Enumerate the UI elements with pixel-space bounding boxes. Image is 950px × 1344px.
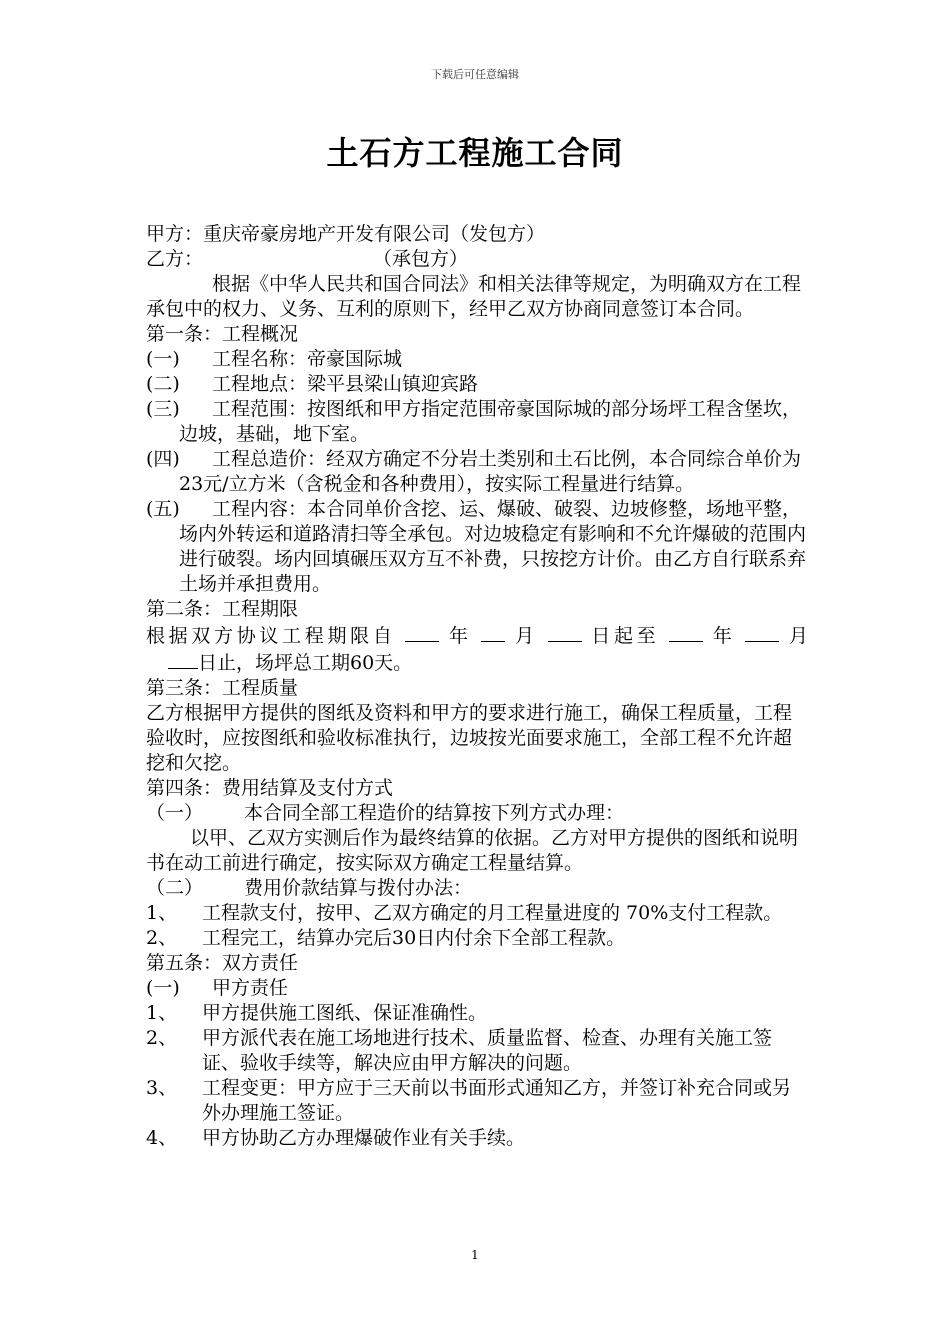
sub-mark: （一） bbox=[146, 802, 204, 824]
item-mark: 2、 bbox=[146, 927, 178, 949]
item-text: 工程完工，结算办完后30日内付余下全部工程款。 bbox=[202, 927, 626, 949]
end-text: 日止，场坪总工期60天。 bbox=[198, 652, 413, 674]
article-4-sub-1-para: 以甲、乙双方实测后作为最终结算的依据。乙方对甲方提供的图纸和说明书在动工前进行确定，按实际双方确定工程量结算。 bbox=[146, 827, 799, 874]
item-text: 工程地点：梁平县梁山镇迎宾路 bbox=[212, 373, 479, 395]
item-text: 工程变更：甲方应于三天前以书面形式通知乙方，并签订补充合同或另外办理施工签证。 bbox=[202, 1077, 792, 1124]
article-4-item bbox=[146, 901, 808, 926]
item-mark: 2、 bbox=[146, 1027, 178, 1049]
year-label: 年 bbox=[448, 625, 472, 647]
item-text: 工程内容：本合同单价含挖、运、爆破、破裂、边坡修整，场地平整，场内外转运和道路清扫等全承包。对边坡稳定有影响和不允许爆破的范围内进行破裂。场内回填碾压双方互不补费，只按挖方计价。由乙方自行联系弃土场并承担费用。 bbox=[179, 498, 807, 595]
page-header: 下载后可任意编辑 bbox=[431, 68, 519, 81]
contract-body bbox=[146, 222, 808, 1151]
item-text: 甲方派代表在施工场地进行技术、质量监督、检查、办理有关施工签证、验收手续等，解决应由甲方解决的问题。 bbox=[202, 1027, 773, 1074]
item-text: 甲方协助乙方办理爆破作业有关手续。 bbox=[202, 1127, 526, 1149]
article-5-heading: 第五条：双方责任 bbox=[146, 952, 299, 974]
sub-text: 本合同全部工程造价的结算按下列方式办理： bbox=[244, 802, 625, 824]
year-blank bbox=[405, 622, 439, 642]
article-4-sub-1 bbox=[146, 801, 808, 826]
sub-mark: (一) bbox=[146, 977, 180, 999]
party-b bbox=[146, 247, 808, 272]
article-3-text: 乙方根据甲方提供的图纸及资料和甲方的要求进行施工，确保工程质量，工程验收时，应按图纸和验收标准执行，边坡按光面要求施工，全部工程不允许超挖和欠挖。 bbox=[146, 702, 793, 774]
article-4-sub-2 bbox=[146, 876, 808, 901]
month-label: 月 bbox=[515, 625, 538, 647]
sub-text: 费用价款结算与拨付办法： bbox=[244, 877, 473, 899]
item-mark: 4、 bbox=[146, 1127, 178, 1149]
period-text: 根据双方协议工程期限自 bbox=[146, 625, 396, 647]
item-mark: 1、 bbox=[146, 902, 178, 924]
party-a: 甲方：重庆帝豪房地产开发有限公司（发包方） bbox=[146, 223, 546, 245]
article-5-item bbox=[146, 1076, 808, 1126]
page-number: 1 bbox=[471, 1248, 479, 1262]
item-mark: (五) bbox=[146, 498, 180, 520]
article-5-sub-1 bbox=[146, 976, 808, 1001]
article-4-heading: 第四条：费用结算及支付方式 bbox=[146, 777, 394, 799]
party-b-label: 乙方： bbox=[146, 248, 204, 270]
day-blank bbox=[548, 622, 582, 642]
sub-mark: （二） bbox=[146, 877, 204, 899]
article-2-heading: 第二条：工程期限 bbox=[146, 598, 299, 620]
item-mark: (二) bbox=[146, 373, 180, 395]
article-1-heading: 第一条：工程概况 bbox=[146, 323, 299, 345]
article-5-item bbox=[146, 1126, 808, 1151]
month-label: 月 bbox=[788, 625, 808, 647]
article-2-end-line bbox=[146, 649, 808, 676]
item-text: 工程款支付，按甲、乙双方确定的月工程量进度的 70%支付工程款。 bbox=[202, 902, 783, 924]
item-mark: 1、 bbox=[146, 1002, 178, 1024]
article-1-item bbox=[146, 447, 808, 497]
article-1-item bbox=[146, 397, 808, 447]
article-4-item bbox=[146, 926, 808, 951]
document-title: 土石方工程施工合同 bbox=[326, 134, 624, 172]
item-text: 工程范围：按图纸和甲方指定范围帝豪国际城的部分场坪工程含堡坎，边坡，基础，地下室。 bbox=[179, 398, 802, 445]
item-mark: 3、 bbox=[146, 1077, 178, 1099]
year-label: 年 bbox=[712, 625, 736, 647]
article-1-item bbox=[146, 497, 808, 597]
day-label: 日起至 bbox=[591, 625, 660, 647]
article-5-item bbox=[146, 1001, 808, 1026]
item-mark: (三) bbox=[146, 398, 180, 420]
item-text: 甲方提供施工图纸、保证准确性。 bbox=[202, 1002, 488, 1024]
month-blank bbox=[481, 622, 505, 642]
article-3-heading: 第三条：工程质量 bbox=[146, 677, 299, 699]
party-b-role: （承包方） bbox=[373, 248, 469, 270]
article-5-item bbox=[146, 1026, 808, 1076]
sub-text: 甲方责任 bbox=[212, 977, 289, 999]
article-1-item bbox=[146, 347, 808, 372]
year-blank bbox=[669, 622, 703, 642]
preamble: 根据《中华人民共和国合同法》和相关法律等规定，为明确双方在工程承包中的权力、义务、互利的原则下，经甲乙双方协商同意签订本合同。 bbox=[146, 273, 802, 320]
day-blank bbox=[168, 649, 198, 669]
month-blank bbox=[745, 622, 779, 642]
item-text: 工程总造价：经双方确定不分岩土类别和土石比例，本合同综合单价为23元/立方米（含税金和各种费用），按实际工程量进行结算。 bbox=[179, 448, 802, 495]
item-mark: (四) bbox=[146, 448, 180, 470]
item-mark: (一) bbox=[146, 348, 180, 370]
item-text: 工程名称：帝豪国际城 bbox=[212, 348, 403, 370]
article-1-item bbox=[146, 372, 808, 397]
article-2-period-line bbox=[146, 622, 808, 649]
